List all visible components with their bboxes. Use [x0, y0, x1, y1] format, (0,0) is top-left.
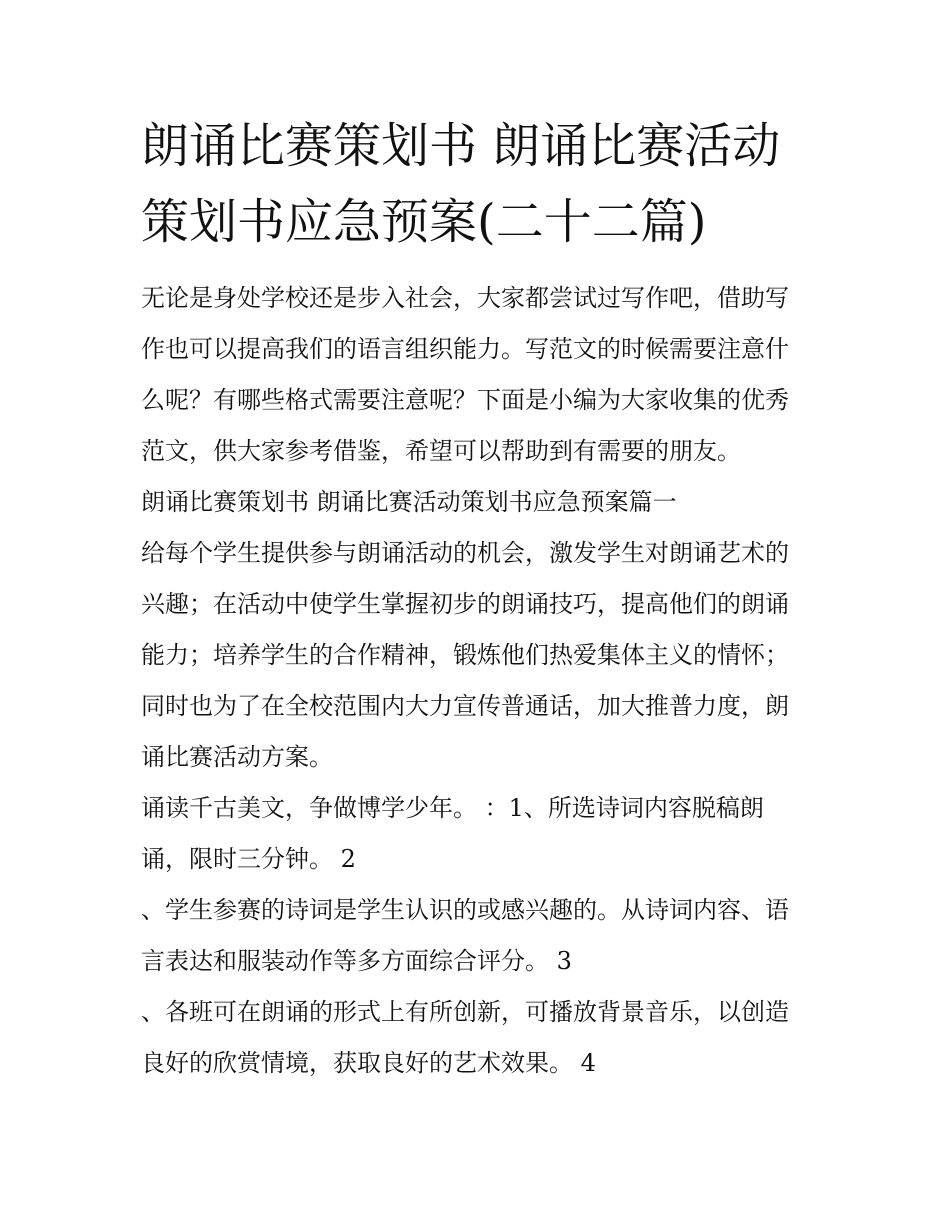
text-line: 范文，供大家参考借鉴，希望可以帮助到有需要的朋友。 — [141, 437, 741, 465]
purpose-paragraph — [141, 528, 821, 783]
text-line: 言表达和服装动作等多方面综合评分。 3 — [141, 947, 572, 975]
text-line: 给每个学生提供参与朗诵活动的机会，激发学生对朗诵艺术的 — [141, 539, 789, 567]
text-line: 、学生参赛的诗词是学生认识的或感兴趣的。从诗词内容、语 — [141, 896, 789, 924]
rules-paragraph-3 — [141, 987, 821, 1089]
text-line: 能力；培养学生的合作精神，锻炼他们热爱集体主义的情怀； — [141, 641, 789, 669]
text-line: 同时也为了在全校范围内大力宣传普通话，加大推普力度，朗 — [141, 692, 789, 720]
rules-paragraph-1 — [141, 783, 821, 885]
text-line: 无论是身处学校还是步入社会，大家都尝试过写作吧，借助写 — [141, 284, 789, 312]
text-line: 良好的欣赏情境，获取良好的艺术效果。 4 — [141, 1049, 596, 1077]
rules-paragraph-2 — [141, 885, 821, 987]
text-line: 诵，限时三分钟。 2 — [141, 845, 356, 873]
text-line: 诵读千古美文，争做博学少年。 ：1、所选诗词内容脱稿朗 — [141, 794, 764, 822]
text-line: 么呢？有哪些格式需要注意呢？下面是小编为大家收集的优秀 — [141, 386, 789, 414]
text-line: 、各班可在朗诵的形式上有所创新，可播放背景音乐，以创造 — [141, 998, 789, 1026]
text-line: 作也可以提高我们的语言组织能力。写范文的时候需要注意什 — [141, 335, 789, 363]
section-heading: 朗诵比赛策划书 朗诵比赛活动策划书应急预案篇一 — [141, 488, 677, 516]
title-line-1: 朗诵比赛策划书 朗诵比赛活动 — [141, 118, 781, 174]
title-line-2: 策划书应急预案(二十二篇) — [141, 194, 707, 250]
document-title — [141, 108, 821, 260]
text-line: 兴趣；在活动中使学生掌握初步的朗诵技巧，提高他们的朗诵 — [141, 590, 789, 618]
text-line: 诵比赛活动方案。 — [141, 743, 333, 771]
intro-paragraph — [141, 273, 821, 477]
